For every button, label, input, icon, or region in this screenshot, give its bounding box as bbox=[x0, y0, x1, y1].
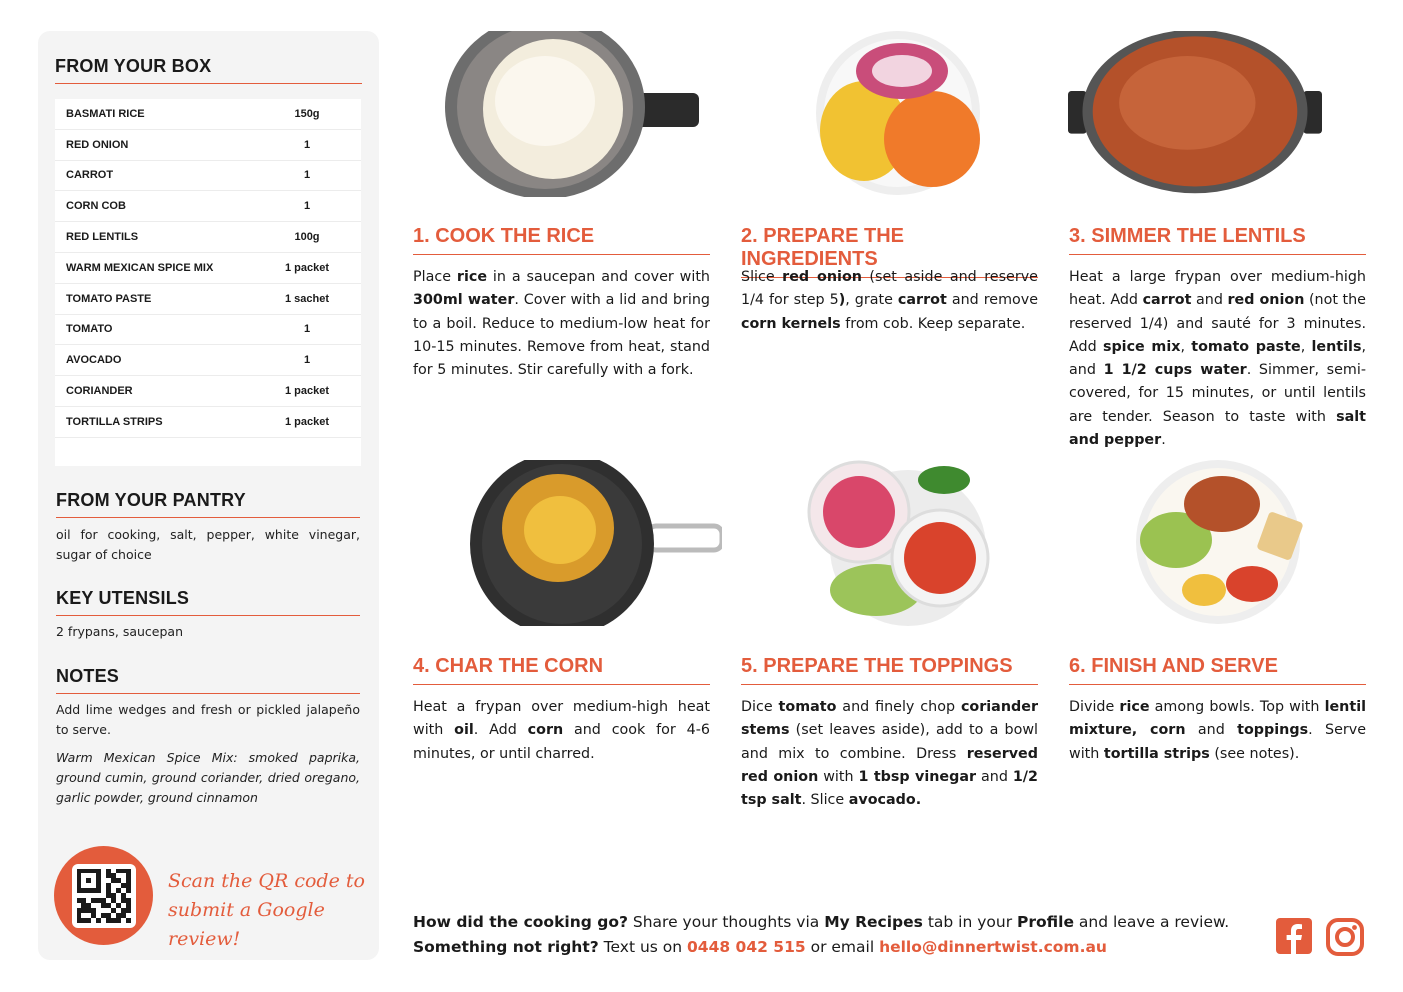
step-emphasis: tomato bbox=[778, 699, 837, 715]
step-emphasis: corn bbox=[527, 722, 564, 739]
step-text: , and bbox=[1069, 338, 1366, 379]
step-emphasis: 1/2 tsp salt bbox=[741, 768, 1038, 809]
ingredient-name: TOMATO bbox=[66, 323, 113, 336]
step-text: in a saucepan and cover with bbox=[487, 269, 710, 285]
step-5-body bbox=[741, 696, 1038, 812]
step-emphasis: ) bbox=[838, 292, 846, 309]
my-recipes-label: My Recipes bbox=[824, 913, 923, 931]
prepared-vegetables-image bbox=[772, 31, 1026, 197]
ingredient-name: RED ONION bbox=[66, 138, 129, 151]
step-6-body bbox=[1069, 696, 1366, 766]
step-emphasis: lentils bbox=[1311, 338, 1362, 355]
step-emphasis: carrot bbox=[897, 292, 947, 309]
instagram-icon[interactable] bbox=[1326, 918, 1364, 956]
step-text: and bbox=[976, 768, 1013, 785]
pantry-text: oil for cooking, salt, pepper, white vinegar, sugar of choice bbox=[56, 527, 360, 562]
step-text: and finely chop bbox=[836, 699, 961, 715]
step-emphasis: red onion bbox=[782, 269, 862, 285]
support-question: Something not right? bbox=[413, 938, 599, 956]
step-text: Place bbox=[413, 269, 457, 285]
ingredient-name: CARROT bbox=[66, 169, 114, 182]
ingredient-qty: 1 packet bbox=[284, 261, 330, 274]
step-emphasis: corn kernels bbox=[741, 315, 841, 332]
box-ingredients-table bbox=[55, 99, 361, 466]
step-text: . Simmer, semi-covered, for 15 minutes, or until lentils are tender. Season to taste with bbox=[1069, 362, 1366, 425]
box-ingredient-row bbox=[55, 130, 361, 161]
ingredient-qty: 1 packet bbox=[284, 415, 330, 428]
step-text: . Slice bbox=[801, 792, 849, 809]
step-1-title: 1. COOK THE RICE bbox=[413, 225, 710, 255]
ingredient-name: RED LENTILS bbox=[66, 231, 139, 244]
qr-code-icon bbox=[72, 864, 136, 928]
ingredient-name: TOMATO PASTE bbox=[66, 292, 152, 305]
step-text: and bbox=[1185, 722, 1238, 739]
step-text: , grate bbox=[845, 292, 898, 309]
profile-label: Profile bbox=[1017, 913, 1074, 931]
support-text-2: or email bbox=[805, 938, 880, 956]
ingredient-name: CORIANDER bbox=[66, 385, 133, 398]
qr-caption bbox=[168, 867, 368, 954]
notes-text: Add lime wedges and fresh or pickled jalapeño to serve. bbox=[56, 702, 360, 737]
step-emphasis: tomato paste bbox=[1191, 338, 1301, 355]
ingredient-name: TORTILLA STRIPS bbox=[66, 415, 163, 428]
lentil-pan-image bbox=[1068, 31, 1322, 197]
step-emphasis: rice bbox=[456, 269, 488, 285]
step-emphasis: salt and pepper bbox=[1069, 408, 1366, 449]
step-text: (not the reserved 1/4) and sauté for 3 minutes. Add bbox=[1069, 292, 1366, 355]
ingredient-name: CORN COB bbox=[66, 200, 126, 213]
ingredient-qty: 150g bbox=[294, 107, 320, 120]
step-3-body bbox=[1069, 266, 1366, 452]
feedback-footer bbox=[413, 910, 1263, 960]
utensils-text: 2 frypans, saucepan bbox=[56, 624, 184, 639]
qr-code-badge[interactable] bbox=[54, 846, 153, 945]
step-emphasis: lentil mixture, corn bbox=[1069, 699, 1366, 739]
ingredient-qty: 1 bbox=[303, 354, 311, 367]
ingredient-qty: 100g bbox=[294, 231, 320, 244]
box-ingredient-row bbox=[55, 376, 361, 407]
step-emphasis: rice bbox=[1119, 699, 1150, 715]
step-emphasis: reserved red onion bbox=[741, 745, 1038, 785]
ingredient-qty: 1 bbox=[303, 200, 311, 213]
box-ingredient-row bbox=[55, 407, 361, 438]
step-text: among bowls. Top with bbox=[1149, 699, 1325, 715]
ingredient-qty: 1 bbox=[303, 323, 311, 336]
notes-spice-mix: Warm Mexican Spice Mix: smoked paprika, ground cumin, ground coriander, dried oregano, garlic powder, ground cinnamon bbox=[56, 750, 360, 805]
box-ingredient-row bbox=[55, 345, 361, 376]
ingredient-qty: 1 packet bbox=[284, 385, 330, 398]
step-text: (see notes). bbox=[1209, 745, 1300, 762]
support-text-1: Text us on bbox=[598, 938, 688, 956]
step-text: and cook for 4-6 minutes, or until charred. bbox=[413, 722, 710, 762]
step-text: . Serve with bbox=[1069, 722, 1366, 762]
feedback-line-2 bbox=[413, 935, 1263, 960]
box-ingredient-row bbox=[55, 99, 361, 130]
qr-caption-line-2: submit a Google review! bbox=[168, 899, 325, 950]
step-6-title: 6. FINISH AND SERVE bbox=[1069, 655, 1366, 685]
support-phone-link[interactable]: 0448 042 515 bbox=[687, 938, 806, 956]
ingredient-name: WARM MEXICAN SPICE MIX bbox=[66, 261, 214, 274]
ingredient-qty: 1 sachet bbox=[284, 292, 330, 305]
step-2-body bbox=[741, 266, 1038, 336]
step-text: with bbox=[818, 768, 859, 785]
step-1-body bbox=[413, 266, 710, 382]
step-text: Slice bbox=[741, 269, 783, 285]
step-emphasis: tortilla strips bbox=[1103, 745, 1210, 762]
step-emphasis: 1 tbsp vinegar bbox=[858, 768, 977, 785]
rice-pot-image bbox=[445, 31, 699, 197]
feedback-text-1: Share your thoughts via bbox=[627, 913, 825, 931]
box-ingredient-row bbox=[55, 222, 361, 253]
corn-frypan-image bbox=[468, 460, 722, 626]
ingredient-name: AVOCADO bbox=[66, 354, 122, 367]
feedback-text-2: tab in your bbox=[922, 913, 1018, 931]
step-emphasis: 300ml water bbox=[413, 292, 515, 309]
ingredient-name: BASMATI RICE bbox=[66, 107, 145, 120]
toppings-bowls-image bbox=[784, 460, 1038, 626]
ingredients-sidebar bbox=[38, 31, 379, 960]
box-ingredient-row bbox=[55, 161, 361, 192]
step-text: (set aside and reserve 1/4 for step 5 bbox=[741, 269, 1038, 309]
ingredient-qty: 1 bbox=[303, 169, 311, 182]
box-ingredient-row bbox=[55, 315, 361, 346]
step-emphasis: carrot bbox=[1142, 292, 1192, 309]
feedback-line-1 bbox=[413, 910, 1263, 935]
facebook-icon[interactable] bbox=[1276, 918, 1314, 956]
step-text: Heat a frypan over medium-high heat with bbox=[413, 699, 710, 739]
step-4-title: 4. CHAR THE CORN bbox=[413, 655, 710, 685]
step-4-body bbox=[413, 696, 710, 766]
box-title: FROM YOUR BOX bbox=[55, 56, 362, 84]
step-text: , bbox=[1300, 338, 1312, 355]
step-text: , bbox=[1180, 338, 1192, 355]
step-text: and remove bbox=[946, 292, 1039, 309]
box-ingredient-row bbox=[55, 284, 361, 315]
ingredient-qty: 1 bbox=[303, 138, 311, 151]
step-text: . bbox=[1161, 432, 1166, 449]
feedback-question: How did the cooking go? bbox=[413, 913, 628, 931]
qr-module bbox=[126, 918, 131, 923]
step-emphasis: avocado. bbox=[848, 792, 922, 809]
step-text: (set leaves aside), add to a bowl and mix to combine. Dress bbox=[741, 722, 1038, 762]
step-emphasis: 1 1/2 cups water bbox=[1103, 362, 1247, 379]
step-text: . Cover with a lid and bring to a boil. Reduce to medium-low heat for 10-15 minutes. Remove from heat, stand for 5 minutes. Stir carefully with a fork. bbox=[413, 292, 710, 379]
step-text: . Add bbox=[473, 722, 528, 739]
box-ingredient-row bbox=[55, 191, 361, 222]
support-email-link[interactable]: hello@dinnertwist.com.au bbox=[879, 938, 1107, 956]
step-text: from cob. Keep separate. bbox=[840, 315, 1026, 332]
step-emphasis: oil bbox=[454, 722, 474, 739]
qr-caption-line-1: Scan the QR code to bbox=[168, 870, 365, 892]
step-text: Divide bbox=[1069, 699, 1120, 715]
step-emphasis: red onion bbox=[1227, 292, 1305, 309]
utensils-title: KEY UTENSILS bbox=[56, 588, 360, 616]
pantry-title: FROM YOUR PANTRY bbox=[56, 490, 360, 518]
step-emphasis: spice mix bbox=[1102, 338, 1181, 355]
step-3-title: 3. SIMMER THE LENTILS bbox=[1069, 225, 1366, 255]
box-ingredient-row bbox=[55, 253, 361, 284]
notes-title: NOTES bbox=[56, 666, 360, 694]
step-text: and bbox=[1191, 292, 1228, 309]
step-text: Heat a large frypan over medium-high heat. Add bbox=[1069, 269, 1366, 309]
step-emphasis: toppings bbox=[1237, 722, 1309, 739]
finished-bowl-image bbox=[1112, 460, 1366, 626]
step-text: Dice bbox=[741, 699, 779, 715]
feedback-text-3: and leave a review. bbox=[1073, 913, 1230, 931]
step-5-title: 5. PREPARE THE TOPPINGS bbox=[741, 655, 1038, 685]
step-2-title: 2. PREPARE THE INGREDIENTS bbox=[741, 225, 1038, 278]
step-emphasis: coriander stems bbox=[741, 699, 1038, 739]
